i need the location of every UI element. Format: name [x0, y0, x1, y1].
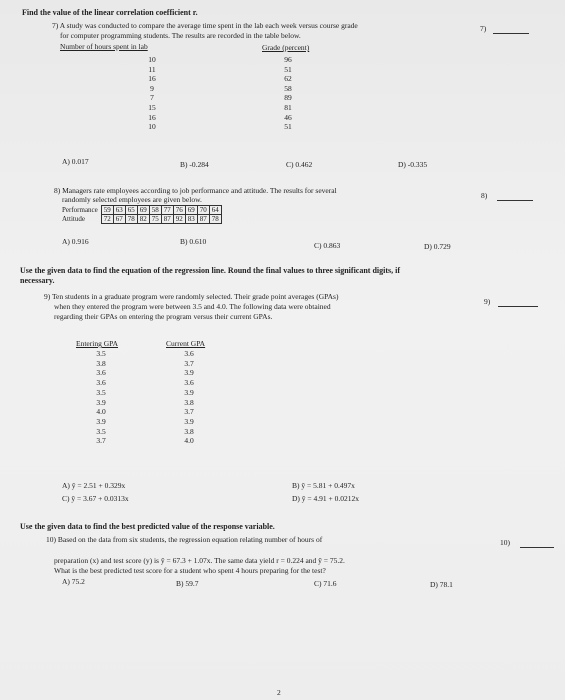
q7-hours-cell: 10 [148, 122, 156, 132]
q7-grade-cell: 51 [284, 122, 292, 132]
q8-choice-b[interactable]: B) 0.610 [180, 237, 207, 246]
section-heading-regression-line-cont: necessary. [20, 276, 55, 285]
q8-perf-cell: 63 [113, 206, 125, 215]
q9-current-cell: 3.6 [184, 349, 194, 358]
q8-att-cell: 78 [209, 215, 221, 224]
q7-number: 7) [480, 24, 487, 33]
q9-entering-cell: 3.9 [96, 397, 106, 407]
q7-grade-cell: 46 [284, 112, 292, 122]
q7-hours-cell: 7 [150, 93, 154, 103]
q9-choice-d[interactable]: D) ŷ = 4.91 + 0.0212x [292, 494, 359, 503]
q8-att-cell: 83 [185, 215, 197, 224]
q8-performance-label: Performance [62, 206, 98, 214]
q9-current-cell: 3.6 [184, 378, 194, 388]
q7-text-line1: 7) A study was conducted to compare the average time spent in the lab each week versus course grade [52, 21, 358, 30]
q8-att-cell: 87 [197, 215, 209, 224]
q7-grades-column [278, 55, 298, 132]
q7-grade-cell: 96 [284, 55, 292, 64]
q8-att-cell: 72 [101, 215, 113, 224]
q8-performance-row [60, 206, 221, 215]
q8-choice-c[interactable]: C) 0.863 [314, 241, 341, 250]
q7-hours-column [142, 55, 162, 132]
q7-answer-blank[interactable] [493, 33, 529, 34]
q10-number: 10) [500, 538, 510, 547]
q7-grade-cell: 62 [284, 74, 292, 84]
q9-choice-c[interactable]: C) ŷ = 3.67 + 0.0313x [62, 494, 129, 503]
q9-entering-cell: 3.6 [96, 368, 106, 378]
q8-att-cell: 87 [161, 215, 173, 224]
q8-att-cell: 92 [173, 215, 185, 224]
q9-entering-cell: 3.9 [96, 416, 106, 426]
q9-entering-cell: 3.5 [96, 387, 106, 397]
q10-answer-blank[interactable] [520, 547, 554, 548]
q9-choice-a[interactable]: A) ŷ = 2.51 + 0.329x [62, 481, 126, 490]
q9-current-cell: 3.9 [184, 387, 194, 397]
q8-answer-blank[interactable] [497, 200, 533, 201]
q7-col2-header: Grade (percent) [262, 43, 310, 52]
q8-choice-a[interactable]: A) 0.916 [62, 237, 89, 246]
q8-att-cell: 78 [125, 215, 137, 224]
q8-perf-cell: 76 [173, 206, 185, 215]
q10-choice-c[interactable]: C) 71.6 [314, 579, 337, 588]
q8-text-line2: randomly selected employees are given below. [62, 195, 202, 204]
q7-col1-header: Number of hours spent in lab [60, 42, 148, 51]
q8-perf-cell: 77 [161, 206, 173, 215]
section-heading-correlation: Find the value of the linear correlation coefficient r. [22, 8, 198, 17]
q7-hours-cell: 10 [148, 55, 156, 64]
q10-choice-b[interactable]: B) 59.7 [176, 579, 199, 588]
q8-perf-cell: 58 [149, 206, 161, 215]
q9-entering-cell: 3.8 [96, 358, 106, 368]
q8-att-cell: 82 [137, 215, 149, 224]
q9-text-line1: 9) Ten students in a graduate program were randomly selected. Their grade point averages (GPAs) [44, 292, 339, 301]
q9-current-cell: 3.8 [184, 397, 194, 407]
q8-perf-cell: 70 [197, 206, 209, 215]
q9-current-cell: 3.8 [184, 426, 194, 436]
q7-hours-cell: 15 [148, 102, 156, 112]
q8-perf-cell: 69 [137, 206, 149, 215]
q9-entering-cell: 4.0 [96, 407, 106, 417]
q10-text-line2: preparation (x) and test score (y) is ŷ = 67.3 + 1.07x. The same data yield r = 0.224 and ȳ = 75.2. [54, 556, 345, 565]
q9-entering-gpa-column [88, 349, 114, 446]
q9-col1-header: Entering GPA [76, 339, 119, 348]
q9-entering-cell: 3.5 [96, 426, 106, 436]
q8-perf-cell: 69 [185, 206, 197, 215]
q8-data-table [60, 205, 222, 224]
q10-choice-a[interactable]: A) 75.2 [62, 577, 85, 586]
q10-choice-d[interactable]: D) 78.1 [430, 580, 453, 589]
q10-text-line3: What is the best predicted test score for a student who spent 4 hours preparing for the test? [54, 566, 326, 575]
section-heading-predicted-value: Use the given data to find the best predicted value of the response variable. [20, 522, 275, 531]
q8-number: 8) [481, 191, 488, 200]
q8-attitude-label: Attitude [62, 215, 85, 223]
q9-current-cell: 3.9 [184, 368, 194, 378]
q8-perf-cell: 59 [101, 206, 113, 215]
q9-current-cell: 3.9 [184, 416, 194, 426]
q9-text-line2: when they entered the program were between 3.5 and 4.0. The following data were obtained [54, 302, 331, 311]
q7-grade-cell: 89 [284, 93, 292, 103]
q9-col2-header: Current GPA [166, 339, 206, 348]
q7-hours-cell: 16 [148, 74, 156, 84]
q9-current-cell: 4.0 [184, 436, 194, 446]
q7-text-line2: for computer programming students. The results are recorded in the table below. [60, 31, 301, 40]
q8-text-line1: 8) Managers rate employees according to job performance and attitude. The results for several [54, 186, 337, 195]
page-number: 2 [277, 688, 281, 697]
q8-choice-d[interactable]: D) 0.729 [424, 242, 451, 251]
q9-number: 9) [484, 297, 491, 306]
q7-choice-a[interactable]: A) 0.017 [62, 157, 89, 166]
q9-entering-cell: 3.7 [96, 436, 106, 446]
q7-choice-c[interactable]: C) 0.462 [286, 160, 313, 169]
q9-entering-cell: 3.6 [96, 378, 106, 388]
q9-choice-b[interactable]: B) ŷ = 5.81 + 0.497x [292, 481, 355, 490]
q8-att-cell: 67 [113, 215, 125, 224]
q7-grade-cell: 58 [284, 83, 292, 93]
q9-entering-cell: 3.5 [96, 349, 106, 358]
q9-current-gpa-column [176, 349, 202, 446]
q7-hours-cell: 9 [150, 83, 154, 93]
q9-answer-blank[interactable] [498, 306, 538, 307]
q7-choice-b[interactable]: B) -0.284 [180, 160, 209, 169]
q7-choice-d[interactable]: D) -0.335 [398, 160, 428, 169]
q8-att-cell: 75 [149, 215, 161, 224]
q7-hours-cell: 11 [148, 64, 156, 74]
q7-grade-cell: 81 [284, 102, 292, 112]
q9-text-line3: regarding their GPAs on entering the program versus their current GPAs. [54, 312, 273, 321]
section-heading-regression-line: Use the given data to find the equation of the regression line. Round the final values to three significant digits, if [20, 266, 401, 275]
q8-perf-cell: 64 [209, 206, 221, 215]
q8-perf-cell: 65 [125, 206, 137, 215]
q8-attitude-row [60, 215, 221, 224]
q10-text-line1: 10) Based on the data from six students, the regression equation relating number of hours of [46, 535, 323, 544]
q9-current-cell: 3.7 [184, 358, 194, 368]
q7-grade-cell: 51 [284, 64, 292, 74]
q7-hours-cell: 16 [148, 112, 156, 122]
q9-current-cell: 3.7 [184, 407, 194, 417]
